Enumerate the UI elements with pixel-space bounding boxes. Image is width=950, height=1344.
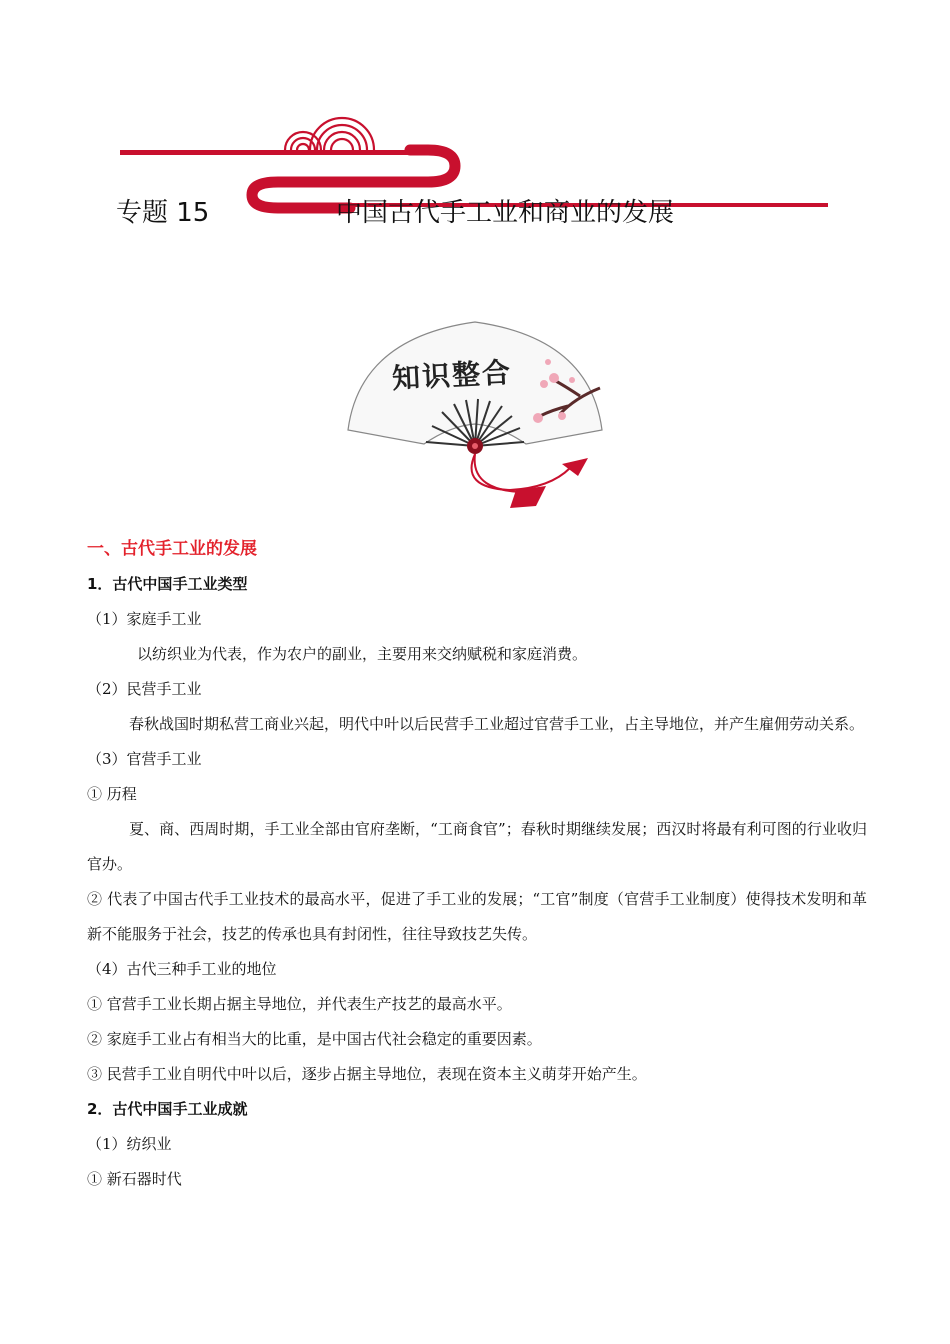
page-title: 中国古代手工业和商业的发展 (336, 198, 675, 228)
subsection-heading: 2．古代中国手工业成就 (87, 1100, 248, 1118)
fan-illustration (340, 318, 610, 518)
paragraph: 以纺织业为代表，作为农户的副业，主要用来交纳赋税和家庭消费。 (137, 645, 588, 663)
main-content (87, 532, 867, 1197)
fan-label: 知识整合 (391, 355, 513, 396)
list-item: ① 官营手工业长期占据主导地位，并代表生产技艺的最高水平。 (87, 995, 512, 1013)
list-item-heading: （2）民营手工业 (87, 680, 202, 698)
list-item-heading: ① 历程 (87, 785, 137, 803)
paragraph: ② 代表了中国古代手工业技术的最高水平，促进了手工业的发展；“工官”制度（官营手工业制度）使得技术发明和革新不能服务于社会，技艺的传承也具有封闭性，往往导致技艺失传。 (87, 890, 867, 943)
section-heading: 一、古代手工业的发展 (87, 539, 257, 559)
list-item-heading: （3）官营手工业 (87, 750, 202, 768)
paragraph: 夏、商、西周时期，手工业全部由官府垄断，“工商食官”；春秋时期继续发展；西汉时将最有利可图的行业收归官办。 (87, 820, 867, 873)
list-item: ③ 民营手工业自明代中叶以后，逐步占据主导地位，表现在资本主义萌芽开始产生。 (87, 1065, 647, 1083)
list-item-heading: （1）家庭手工业 (87, 610, 202, 628)
topic-number: 专题 15 (116, 198, 210, 228)
list-item-heading: （4）古代三种手工业的地位 (87, 960, 277, 978)
list-item: ② 家庭手工业占有相当大的比重，是中国古代社会稳定的重要因素。 (87, 1030, 542, 1048)
list-item: ① 新石器时代 (87, 1170, 182, 1188)
paragraph: 春秋战国时期私营工商业兴起，明代中叶以后民营手工业超过官营手工业，占主导地位，并产生雇佣劳动关系。 (129, 715, 865, 733)
list-item-heading: （1）纺织业 (87, 1135, 172, 1153)
subsection-heading: 1．古代中国手工业类型 (87, 575, 248, 593)
